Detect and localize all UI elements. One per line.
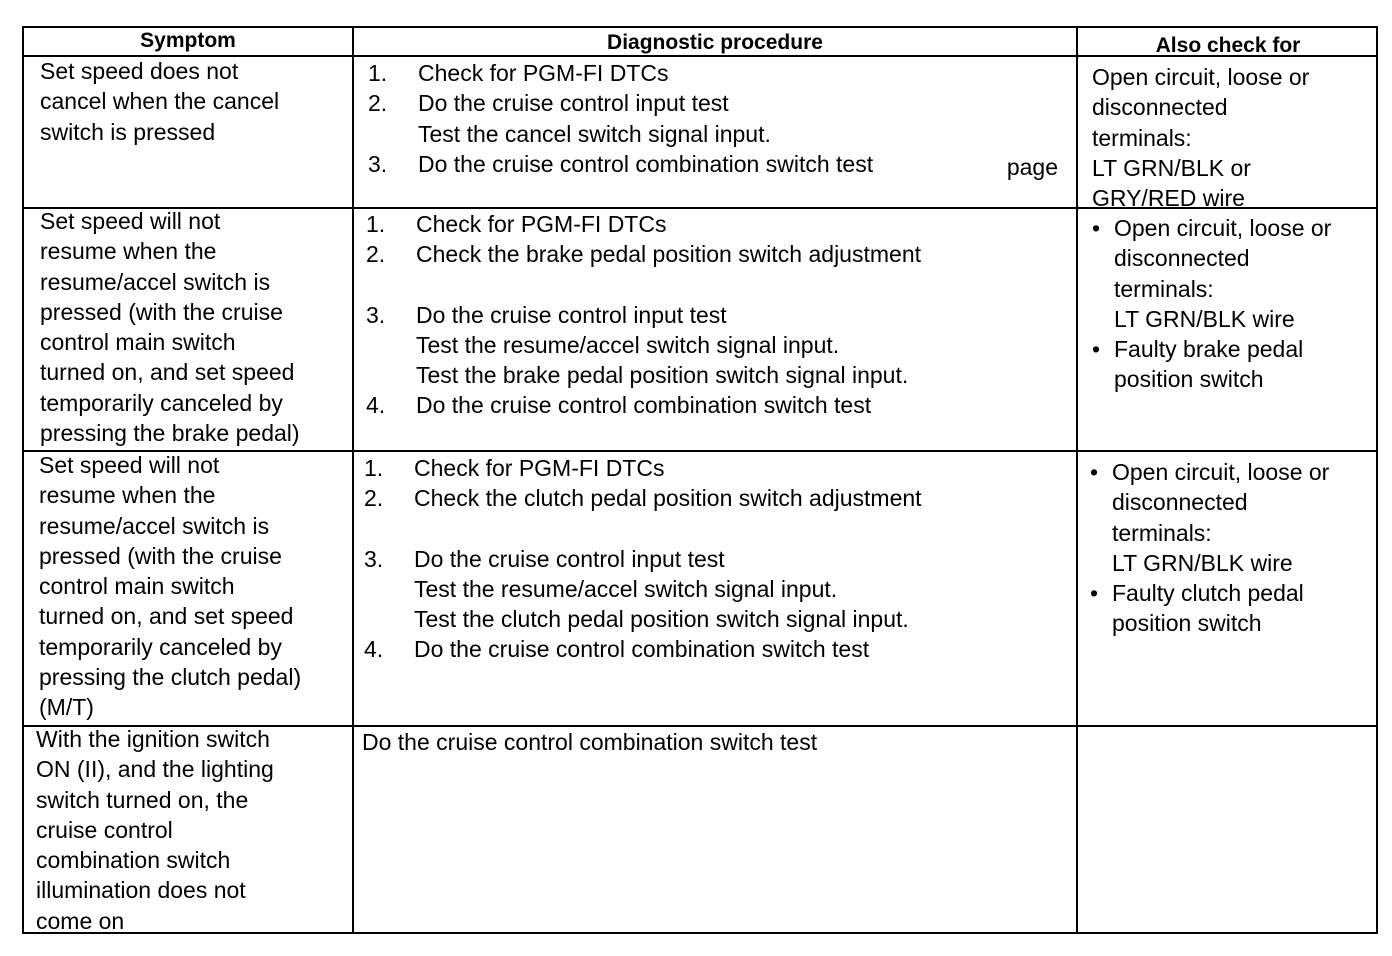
symptom-line: Set speed does not [40,58,239,84]
diagnostic-table [22,26,1378,934]
symptom-line: cruise control [36,816,173,843]
bullet-icon: • [1090,580,1099,607]
step-item [364,453,922,483]
step-number: 4. [366,392,386,419]
row-2-also-check [1090,213,1331,395]
step-item [368,149,1058,179]
header-symptom: Symptom [140,29,236,52]
symptom-line: pressed (with the cruise [39,542,282,569]
also-bullet-item [1088,457,1329,578]
column-divider-1 [352,28,354,932]
also-line: Open circuit, loose or [1092,64,1310,90]
also-line: disconnected [1112,489,1248,516]
row-4-diagnostic [362,727,817,757]
step-line: Do the cruise control input test [416,301,727,328]
also-line: position switch [1114,366,1264,393]
also-line: terminals: [1114,275,1214,302]
symptom-line: control main switch [40,329,236,356]
also-line: Open circuit, loose or [1112,459,1330,485]
also-line: disconnected [1092,94,1228,121]
symptom-line: pressing the brake pedal) [40,420,300,447]
step-line: Do the cruise control combination switch test [418,150,874,177]
symptom-line: combination switch [36,847,231,874]
step-item [364,544,922,635]
row-1-diagnostic [368,58,1058,179]
step-item [364,634,922,664]
symptom-line: (M/T) [39,694,94,721]
symptom-line: resume when the [40,238,217,265]
step-number: 2. [364,485,384,512]
symptom-line: turned on, and set speed [40,359,295,386]
step-line: Check the brake pedal position switch adjustment [416,241,922,268]
also-line: Faulty clutch pedal [1112,580,1304,607]
also-bullet-item [1090,213,1331,334]
symptom-line: ON (II), and the lighting [36,756,274,783]
step-item [366,239,921,269]
also-line: LT GRN/BLK wire [1112,549,1293,576]
row-1-symptom [40,56,279,147]
step-line: Do the cruise control input test [418,90,729,117]
step-line: Test the resume/accel switch signal input. [414,575,838,602]
bullet-icon: • [1090,459,1099,485]
row-1-also-check [1092,62,1309,213]
row-2-symptom [40,206,300,448]
symptom-line: resume when the [39,482,216,509]
symptom-line: Set speed will not [39,452,220,478]
also-line: terminals: [1092,124,1192,151]
step-number: 2. [366,241,386,268]
symptom-line: resume/accel switch is [39,512,270,539]
also-line: terminals: [1112,519,1212,546]
also-line: Faulty brake pedal [1114,336,1304,363]
step-line: Test the resume/accel switch signal input. [416,331,840,358]
step-number: 1. [366,211,386,237]
step-line: Check for PGM-FI DTCs [414,455,665,481]
step-number: 3. [364,545,384,572]
also-line: position switch [1112,610,1262,637]
step-line: Do the cruise control input test [414,545,725,572]
symptom-line: temporarily canceled by [39,633,282,660]
step-line: Do the cruise control combination switch test [414,636,870,663]
column-divider-2 [1076,28,1078,932]
symptom-line: pressed (with the cruise [40,298,283,325]
symptom-line: temporarily canceled by [40,389,283,416]
symptom-line: cancel when the cancel [40,88,280,115]
row-3-symptom [39,450,301,723]
step-number: 3. [366,301,386,328]
symptom-line: Set speed will not [40,208,221,234]
header-diagnostic-procedure: Diagnostic procedure [607,31,823,54]
step-line: Test the cancel switch signal input. [418,120,771,147]
step-item [366,209,921,239]
row-4-symptom [36,724,274,936]
row-2-diagnostic [366,209,921,421]
row-3-diagnostic [364,453,922,665]
step-number: 3. [368,150,388,177]
step-line: Test the brake pedal position switch signal input. [416,362,909,389]
symptom-line: come on [36,907,125,934]
diagnostic-text: Do the cruise control combination switch test [362,729,818,755]
step-number: 4. [364,636,384,663]
also-line: GRY/RED wire [1092,185,1245,212]
also-line: LT GRN/BLK or [1092,154,1251,181]
step-item [366,300,921,391]
step-number: 1. [368,60,388,86]
step-line: Check the clutch pedal position switch adjustment [414,485,922,512]
step-item [368,88,1058,149]
also-line: disconnected [1114,245,1250,272]
symptom-line: turned on, and set speed [39,603,294,630]
row-3-also-check [1088,457,1329,639]
step-spacer [366,270,921,300]
symptom-line: control main switch [39,573,235,600]
symptom-line: resume/accel switch is [40,268,271,295]
also-bullet-item [1088,578,1329,639]
symptom-line: switch turned on, the [36,786,249,813]
step-line: Check for PGM-FI DTCs [418,60,669,86]
symptom-line: illumination does not [36,877,246,904]
step-line: Do the cruise control combination switch test [416,392,872,419]
step-item [364,483,922,513]
step-item [366,390,921,420]
also-line: LT GRN/BLK wire [1114,305,1295,332]
step-number: 1. [364,455,384,481]
bullet-icon: • [1092,215,1101,241]
header-also-check-for: Also check for [1155,34,1301,57]
step-line: Check for PGM-FI DTCs [416,211,667,237]
bullet-icon: • [1092,336,1101,363]
step-line: Test the clutch pedal position switch signal input. [414,606,909,633]
step-item [368,58,1058,88]
also-line: Open circuit, loose or [1114,215,1332,241]
symptom-line: switch is pressed [40,118,216,145]
page-reference: page [1006,153,1058,180]
symptom-line: With the ignition switch [36,726,270,752]
step-spacer [364,514,922,544]
step-number: 2. [368,90,388,117]
also-bullet-item [1090,334,1331,395]
symptom-line: pressing the clutch pedal) [39,664,302,691]
